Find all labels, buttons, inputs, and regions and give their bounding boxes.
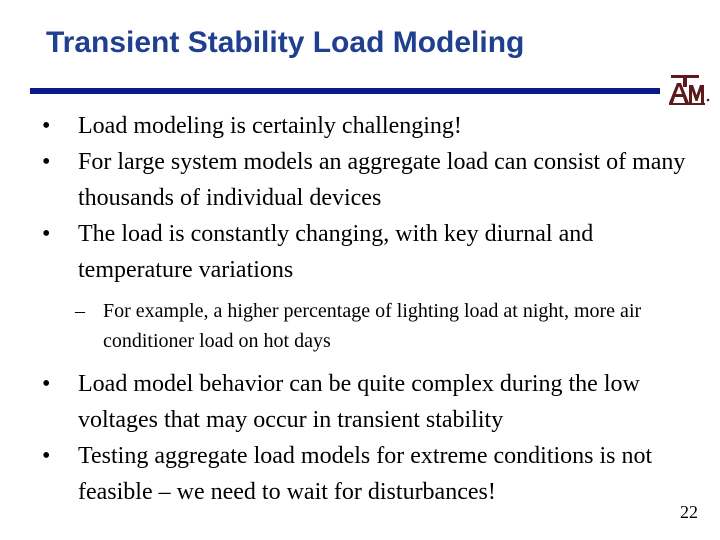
bullet-marker: • — [42, 221, 51, 247]
university-logo-icon — [667, 73, 711, 107]
sub-bullet-item — [40, 296, 705, 356]
bullet-text: Testing aggregate load models for extreme conditions is not feasible – we need to wait for disturbances! — [78, 443, 653, 505]
sub-bullet-text: For example, a higher percentage of lighting load at night, more air conditioner load on hot days — [103, 300, 642, 352]
title-divider — [30, 88, 660, 94]
bullet-marker: • — [42, 371, 51, 397]
bullet-text: Load model behavior can be quite complex during the low voltages that may occur in transient stability — [78, 371, 640, 433]
bullet-item — [40, 438, 705, 510]
bullet-text: Load modeling is certainly challenging! — [78, 113, 462, 139]
bullet-text: The load is constantly changing, with key diurnal and temperature variations — [78, 221, 594, 283]
bullet-marker: • — [42, 443, 51, 469]
bullet-marker: • — [42, 113, 51, 139]
bullet-item — [40, 366, 705, 438]
bullet-item — [40, 108, 705, 144]
page-number: 22 — [680, 502, 698, 522]
slide-title: Transient Stability Load Modeling — [46, 26, 525, 59]
bullet-text: For large system models an aggregate load can consist of many thousands of individual devices — [78, 149, 686, 211]
bullet-marker: • — [42, 149, 51, 175]
bullet-item — [40, 144, 705, 216]
slide-content — [40, 108, 705, 510]
sub-bullet-marker: – — [75, 300, 85, 322]
logo-graphic — [667, 73, 711, 107]
bullet-item — [40, 216, 705, 288]
